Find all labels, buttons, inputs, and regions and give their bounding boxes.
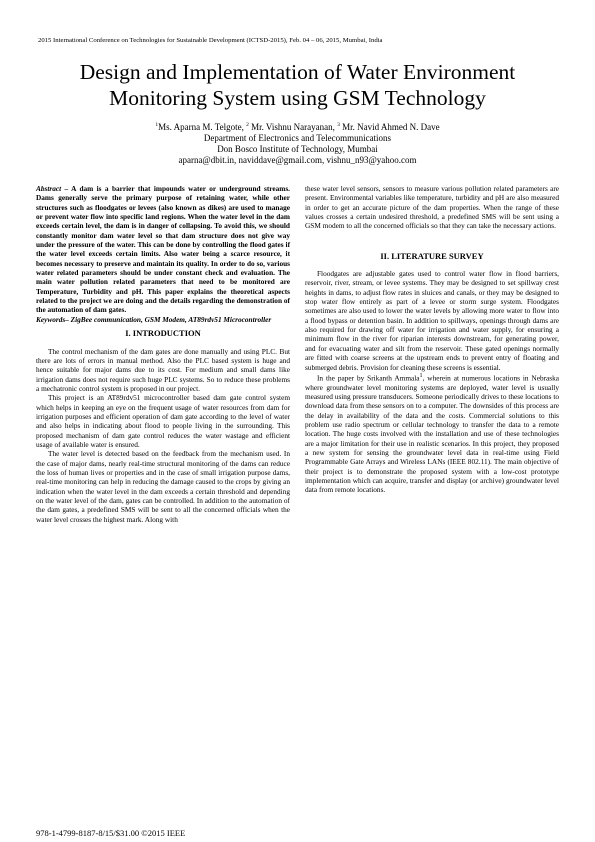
right-column bbox=[305, 184, 559, 495]
literature-paragraph-2-rest: , wherein at numerous locations in Nebraska where groundwater level monitoring systems are deployed, water level is usually measured using pressure transducers. Someone periodically drives to these locations to download data from these sensors on to a computer. The downsides of this process are the delay in availability of the data and the costs. Commercial solutions to this problem use radio spectrum or cellular technology to transfer the data to a remote location. The huge costs involved with the installation and use of these technologies are a major limitation for their use in realistic scenarios. In this project, they proposed a new system for sensing the groundwater level data in real-time using Field Programmable Gate Arrays and Wireless LANs (IEEE 802.11). The main objective of their project is to demonstrate the proposed system with a low-cost prototype implementation which can acquire, transfer and display (or archive) groundwater level data from remote locations. bbox=[305, 373, 559, 495]
intro-paragraph-2: This project is an AT89rdv51 microcontroller based dam gate control system which helps in keeping an eye on the frequent usage of water resources from dam for irrigation purposes and efficient operation of dam gate according to the level of water and also helps in indicating about flood to people living in the surrounding. This proposed mechanism of dam gate control reduces the water wastage and efficient usage of available water is ensured. bbox=[36, 393, 290, 449]
paper-title bbox=[20, 59, 575, 111]
abstract bbox=[36, 184, 290, 315]
intro-paragraph-3: The water level is detected based on the feedback from the mechanism used. In the case of major dams, nearly real-time structural monitoring of the dams can reduce the loss of human lives or properties and in the case of small irrigation purpose dams, real-time monitoring can help in reducing the damage caused to the crops by giving an indication when the water level in the dam exceeds a certain threshold and depending on the water level of the dam, gates can be controlled. In addition to the automation of the dam gates, a predefined SMS will be sent to all the concerned officials when the water level crosses the highest mark. Along with bbox=[36, 449, 290, 524]
author-block bbox=[0, 120, 595, 166]
title-line-2: Monitoring System using GSM Technology bbox=[109, 86, 486, 110]
citation-marker: 1 bbox=[419, 372, 423, 379]
intro-paragraph-continued: these water level sensors, sensors to measure various pollution related parameters are present. Environmental variables like temperature, turbidity and pH are also measured in order to get an accurate picture of the dam properties. When the range of these values crosses a certain undesired threshold, a predefined SMS will be sent using a GSM modem to all the concerned officials so that they can take the necessary actions. bbox=[305, 184, 559, 231]
section-heading-literature-survey: II. LITERATURE SURVEY bbox=[380, 250, 484, 261]
conference-header: 2015 International Conference on Technologies for Sustainable Development (ICTSD-2015), Feb. 04 – 06, 2015, Mumbai, India bbox=[38, 37, 383, 44]
section-heading-introduction: I. INTRODUCTION bbox=[125, 328, 201, 339]
keywords: Keywords– ZigBee communication, GSM Modem, AT89rdv51 Microcontroller bbox=[36, 314, 272, 324]
literature-paragraph-1: Floodgates are adjustable gates used to control water flow in flood barriers, reservoir, river, stream, or levee systems. They may be designed to set spillway crest heights in dams, to adjust flow rates in sluices and canals, or they may be designed to stop water flow entirely as part of a levee or storm surge system. Floodgates sometimes are also used to lower the water levels by allowing more water to flow into a flood bypass or detention basin. In addition to spillways, openings through dams are also required for drawing off water for irrigation and water supply, for ensuring a minimum flow in the river for riparian interests downstream, for generating power, and for evacuating water and silt from the reservoir. These gated openings normally are fitted with coarse screens at the upstream ends to prevent entry of floating and submerged debris. Provision for cleaning these screens is essential. bbox=[305, 269, 559, 372]
author-2: Mr. Vishnu Narayanan, bbox=[248, 122, 338, 132]
author-3-marker: 3 bbox=[337, 122, 340, 128]
author-1: Ms. Aparna M. Telgote, bbox=[158, 122, 247, 132]
author-2-marker: 2 bbox=[246, 122, 249, 128]
institute: Don Bosco Institute of Technology, Mumbai bbox=[217, 144, 378, 154]
author-emails: aparna@dbit.in, naviddave@gmail.com, vishnu_n93@yahoo.com bbox=[178, 155, 417, 165]
literature-paragraph-2 bbox=[305, 372, 559, 495]
title-line-1: Design and Implementation of Water Environment bbox=[79, 60, 516, 84]
author-3: Mr. Navid Ahmed N. Dave bbox=[339, 122, 440, 132]
abstract-text: – A dam is a barrier that impounds water or underground streams. Dams generally serve the primary purpose of retaining water, while other structures such as floodgates or levees (also known as dikes) are used to manage or prevent water flow into specific land regions. When the water level in the dam exceeds certain level, the dam is in danger of collapsing. To avoid this, we should constantly monitor dam water level so that dam structure does not give way under the pressure of the water. This can be done by controlling the flood gates if the water level exceeds certain limits. Also water being a scarce resource, it becomes necessary to preserve and maintain its quality. In order to do so, various water related parameters should be under constant check and evaluation. The main water pollution related parameters that need to be monitored are Temperature, Turbidity and pH. This paper explains the theoretical aspects related to the project we are doing and the details regarding the demonstration of the automation of dam gates. bbox=[36, 184, 290, 315]
intro-paragraph-1: The control mechanism of the dam gates are done manually and using PLC. But there are lots of errors in manual method. Also the PLC based system is huge and hence suitable for major dams due to its cost. For medium and small dams like irrigation dams does not require such huge PLC systems. So to reduce these problems a mechatronic control system is proposed in our project. bbox=[36, 346, 290, 393]
department: Department of Electronics and Telecommunications bbox=[203, 133, 392, 143]
author-1-marker: 1 bbox=[155, 122, 159, 128]
literature-paragraph-2-start: In the paper by Srikanth Ammala bbox=[317, 373, 420, 383]
left-column bbox=[36, 184, 290, 524]
abstract-label: Abstract bbox=[36, 184, 62, 193]
author-names bbox=[0, 120, 595, 133]
copyright-footer: 978-1-4799-8187-8/15/$31.00 ©2015 IEEE bbox=[36, 828, 186, 838]
